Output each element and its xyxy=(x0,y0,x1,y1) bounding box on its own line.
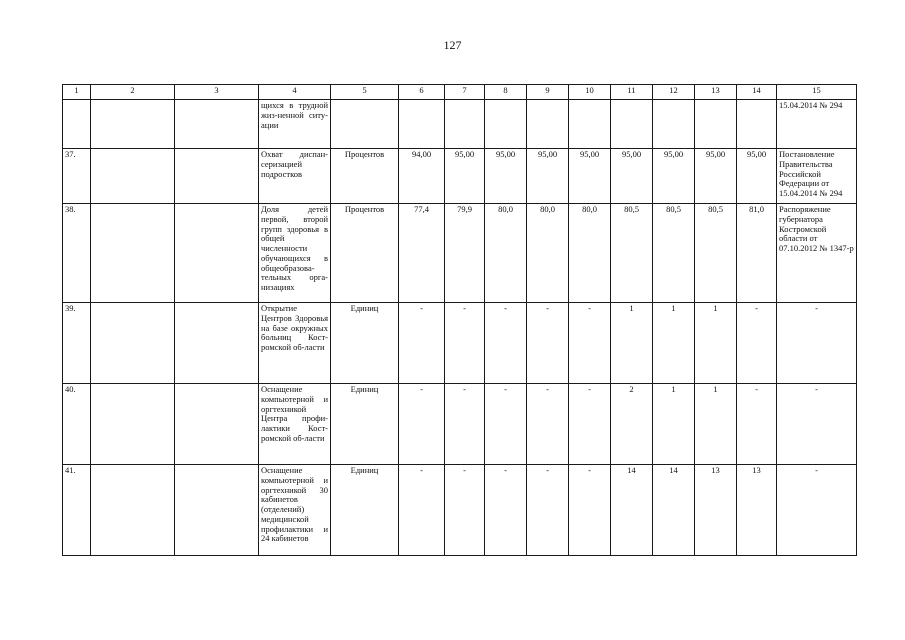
value-col7: - xyxy=(445,465,485,556)
value-col10 xyxy=(569,100,611,149)
column-header: 10 xyxy=(569,85,611,100)
legal-basis: Постановление Правительства Российской Федерации от 15.04.2014 № 294 xyxy=(777,149,857,204)
value-col11: 95,00 xyxy=(611,149,653,204)
indicator-name: Доля детей первой, второй групп здоровья в общей численности обучающихся в общеобразова-тельных орга-низациях xyxy=(259,204,331,303)
value-col12: 14 xyxy=(653,465,695,556)
value-col13: 1 xyxy=(695,303,737,384)
table-row xyxy=(63,303,857,384)
value-col8: - xyxy=(485,384,527,465)
column-header: 4 xyxy=(259,85,331,100)
value-col9 xyxy=(527,100,569,149)
legal-basis: - xyxy=(777,465,857,556)
value-col13 xyxy=(695,100,737,149)
column-header: 11 xyxy=(611,85,653,100)
table-row xyxy=(63,204,857,303)
indicator-name: Охват диспан-серизацией подростков xyxy=(259,149,331,204)
cell-col3 xyxy=(175,384,259,465)
row-number: 37. xyxy=(63,149,91,204)
legal-basis: - xyxy=(777,384,857,465)
value-col7: - xyxy=(445,384,485,465)
value-col11: 80,5 xyxy=(611,204,653,303)
column-header: 3 xyxy=(175,85,259,100)
column-header: 8 xyxy=(485,85,527,100)
column-header: 14 xyxy=(737,85,777,100)
cell-col2 xyxy=(91,384,175,465)
value-col7 xyxy=(445,100,485,149)
value-col9: - xyxy=(527,465,569,556)
table-row xyxy=(63,384,857,465)
cell-col2 xyxy=(91,465,175,556)
value-col10: 95,00 xyxy=(569,149,611,204)
cell-col2 xyxy=(91,100,175,149)
table-row xyxy=(63,149,857,204)
header-row xyxy=(63,85,857,100)
value-col9: - xyxy=(527,303,569,384)
value-col6: - xyxy=(399,303,445,384)
value-col14: - xyxy=(737,384,777,465)
value-col14: 81,0 xyxy=(737,204,777,303)
value-col10: - xyxy=(569,384,611,465)
indicator-name: Оснащение компьютерной и оргтехникой 30 кабинетов (отделений) медицинской профилактики и 24 кабинетов xyxy=(259,465,331,556)
cell-col2 xyxy=(91,204,175,303)
value-col9: 95,00 xyxy=(527,149,569,204)
value-col6 xyxy=(399,100,445,149)
value-col6: 77,4 xyxy=(399,204,445,303)
row-number: 40. xyxy=(63,384,91,465)
column-header: 5 xyxy=(331,85,399,100)
value-col8: 95,00 xyxy=(485,149,527,204)
column-header: 2 xyxy=(91,85,175,100)
value-col12: 1 xyxy=(653,384,695,465)
table-row xyxy=(63,465,857,556)
value-col6: 94,00 xyxy=(399,149,445,204)
value-col11 xyxy=(611,100,653,149)
value-col8: 80,0 xyxy=(485,204,527,303)
unit-of-measure: Единиц xyxy=(331,465,399,556)
value-col10: - xyxy=(569,303,611,384)
column-header: 15 xyxy=(777,85,857,100)
value-col9: 80,0 xyxy=(527,204,569,303)
row-number: 38. xyxy=(63,204,91,303)
column-header: 7 xyxy=(445,85,485,100)
indicator-name: Оснащение компьютерной и оргтехникой Центра профи-лактики Кост-ромской об-ласти xyxy=(259,384,331,465)
page-number: 127 xyxy=(443,38,462,52)
value-col13: 95,00 xyxy=(695,149,737,204)
value-col11: 1 xyxy=(611,303,653,384)
value-col12: 80,5 xyxy=(653,204,695,303)
unit-of-measure: Единиц xyxy=(331,303,399,384)
value-col14: 95,00 xyxy=(737,149,777,204)
table-row xyxy=(63,100,857,149)
value-col13: 80,5 xyxy=(695,204,737,303)
unit-of-measure: Процентов xyxy=(331,204,399,303)
value-col12: 1 xyxy=(653,303,695,384)
value-col9: - xyxy=(527,384,569,465)
cell-col3 xyxy=(175,100,259,149)
cell-col3 xyxy=(175,465,259,556)
value-col12 xyxy=(653,100,695,149)
value-col14 xyxy=(737,100,777,149)
value-col11: 14 xyxy=(611,465,653,556)
row-number: 41. xyxy=(63,465,91,556)
value-col8 xyxy=(485,100,527,149)
value-col12: 95,00 xyxy=(653,149,695,204)
indicator-table xyxy=(62,84,857,556)
column-header: 6 xyxy=(399,85,445,100)
unit-of-measure xyxy=(331,100,399,149)
value-col8: - xyxy=(485,303,527,384)
value-col14: 13 xyxy=(737,465,777,556)
value-col7: 95,00 xyxy=(445,149,485,204)
indicator-name: щихся в трудной жиз-ненной ситу-ации xyxy=(259,100,331,149)
value-col6: - xyxy=(399,384,445,465)
unit-of-measure: Единиц xyxy=(331,384,399,465)
value-col8: - xyxy=(485,465,527,556)
column-header: 13 xyxy=(695,85,737,100)
value-col7: - xyxy=(445,303,485,384)
row-number: 39. xyxy=(63,303,91,384)
value-col6: - xyxy=(399,465,445,556)
cell-col3 xyxy=(175,303,259,384)
column-header: 9 xyxy=(527,85,569,100)
cell-col2 xyxy=(91,303,175,384)
cell-col3 xyxy=(175,149,259,204)
value-col13: 13 xyxy=(695,465,737,556)
value-col7: 79,9 xyxy=(445,204,485,303)
legal-basis: 15.04.2014 № 294 xyxy=(777,100,857,149)
row-number xyxy=(63,100,91,149)
value-col10: 80,0 xyxy=(569,204,611,303)
cell-col3 xyxy=(175,204,259,303)
value-col11: 2 xyxy=(611,384,653,465)
indicator-name: Открытие Центров Здоровья на базе окружных больниц Кост-ромской об-ласти xyxy=(259,303,331,384)
legal-basis: Распоряжение губернатора Костромской области от 07.10.2012 № 1347-р xyxy=(777,204,857,303)
value-col10: - xyxy=(569,465,611,556)
column-header: 1 xyxy=(63,85,91,100)
legal-basis: - xyxy=(777,303,857,384)
value-col13: 1 xyxy=(695,384,737,465)
value-col14: - xyxy=(737,303,777,384)
column-header: 12 xyxy=(653,85,695,100)
cell-col2 xyxy=(91,149,175,204)
unit-of-measure: Процентов xyxy=(331,149,399,204)
